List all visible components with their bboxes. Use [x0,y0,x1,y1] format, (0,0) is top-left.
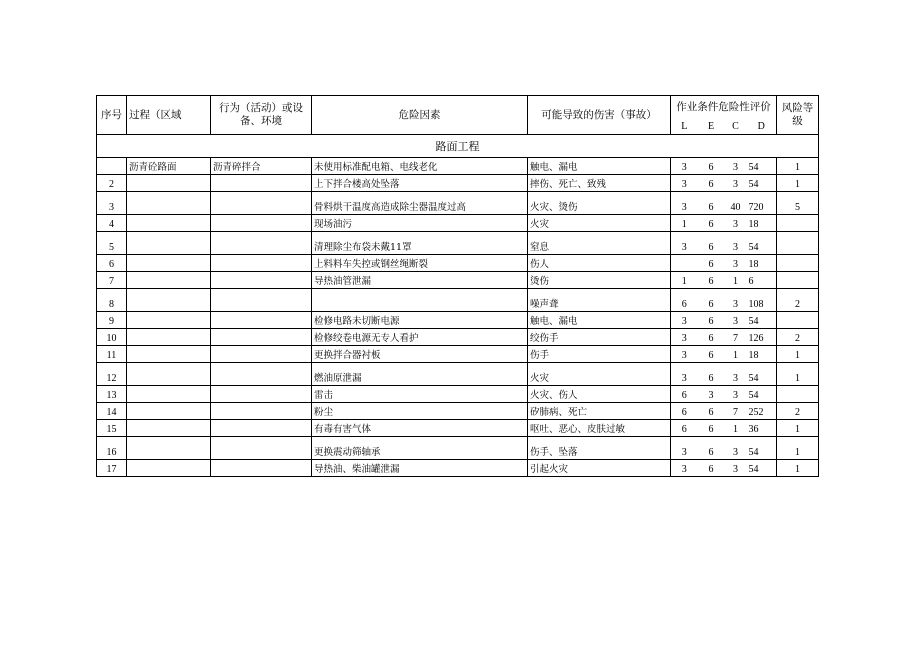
cell-hazard: 有毒有害气体 [312,420,528,437]
header-harm: 可能导致的伤害（事故） [528,96,671,135]
table-row [97,403,819,420]
cell-C: 3 [725,437,747,460]
cell-process [127,437,211,460]
cell-D: 18 [747,255,777,272]
cell-seq: 5 [97,232,127,255]
cell-C: 3 [725,363,747,386]
cell-level: 2 [777,403,819,420]
cell-D: 36 [747,420,777,437]
cell-D: 6 [747,272,777,289]
cell-seq: 12 [97,363,127,386]
cell-D: 108 [747,289,777,312]
cell-activity: 沥青碎拌合 [211,158,312,175]
cell-E: 6 [698,460,725,477]
header-D: D [747,119,777,135]
cell-harm: 火灾 [528,215,671,232]
cell-harm: 矽肺病、死亡 [528,403,671,420]
cell-activity [211,329,312,346]
cell-hazard: 上下拌合楼高处坠落 [312,175,528,192]
cell-level: 1 [777,363,819,386]
cell-process [127,192,211,215]
cell-L: 3 [671,312,698,329]
table-row [97,158,819,175]
cell-E: 6 [698,192,725,215]
cell-level [777,272,819,289]
cell-L: 1 [671,272,698,289]
cell-level: 1 [777,437,819,460]
cell-level [777,255,819,272]
cell-L: 3 [671,329,698,346]
cell-L: 6 [671,289,698,312]
cell-seq: 11 [97,346,127,363]
cell-hazard: 导热油、柴油罐泄漏 [312,460,528,477]
cell-L: 3 [671,346,698,363]
cell-hazard: 上料料车失控或钢丝绳断裂 [312,255,528,272]
cell-activity [211,232,312,255]
cell-L [671,255,698,272]
cell-seq: 2 [97,175,127,192]
cell-hazard: 未使用标准配电箱、电线老化 [312,158,528,175]
cell-hazard: 更换拌合器衬板 [312,346,528,363]
cell-C: 3 [725,215,747,232]
cell-D: 54 [747,437,777,460]
cell-D: 54 [747,158,777,175]
cell-process [127,420,211,437]
cell-process [127,386,211,403]
cell-C: 3 [725,255,747,272]
cell-hazard [312,289,528,312]
cell-L: 3 [671,158,698,175]
table-row [97,312,819,329]
cell-seq: 17 [97,460,127,477]
header-seq: 序号 [97,96,127,135]
cell-activity [211,363,312,386]
table-row [97,329,819,346]
cell-process [127,346,211,363]
cell-process [127,289,211,312]
cell-E: 6 [698,158,725,175]
cell-activity [211,403,312,420]
header-eval: 作业条件危险性评价 [671,96,777,119]
cell-harm: 烫伤 [528,272,671,289]
cell-activity [211,175,312,192]
cell-C: 3 [725,232,747,255]
cell-activity [211,420,312,437]
cell-D: 54 [747,386,777,403]
cell-level: 2 [777,329,819,346]
cell-hazard: 雷击 [312,386,528,403]
cell-L: 3 [671,363,698,386]
cell-L: 6 [671,403,698,420]
header-L: L [671,119,698,135]
cell-E: 3 [698,386,725,403]
cell-E: 6 [698,289,725,312]
cell-E: 6 [698,437,725,460]
table-row [97,363,819,386]
cell-activity [211,460,312,477]
cell-process [127,215,211,232]
cell-level: 1 [777,175,819,192]
cell-E: 6 [698,420,725,437]
table-row [97,346,819,363]
cell-seq: 9 [97,312,127,329]
table-row [97,289,819,312]
cell-C: 40 [725,192,747,215]
cell-level: 1 [777,158,819,175]
cell-D: 54 [747,232,777,255]
cell-process [127,255,211,272]
cell-hazard: 骨料烘干温度高造成除尘器温度过高 [312,192,528,215]
cell-seq: 8 [97,289,127,312]
table-row [97,386,819,403]
table-row [97,175,819,192]
cell-D: 720 [747,192,777,215]
cell-E: 6 [698,175,725,192]
cell-hazard: 粉尘 [312,403,528,420]
cell-C: 1 [725,420,747,437]
section-title: 路面工程 [97,135,819,158]
cell-process [127,232,211,255]
cell-seq: 15 [97,420,127,437]
cell-C: 3 [725,175,747,192]
cell-L: 1 [671,215,698,232]
cell-harm: 引起火灾 [528,460,671,477]
table-row [97,272,819,289]
header-level: 风险等级 [777,96,819,135]
cell-process [127,329,211,346]
cell-L: 3 [671,232,698,255]
cell-hazard: 现场油污 [312,215,528,232]
cell-E: 6 [698,346,725,363]
cell-seq: 10 [97,329,127,346]
cell-process [127,363,211,386]
cell-D: 18 [747,346,777,363]
cell-seq: 13 [97,386,127,403]
cell-C: 1 [725,346,747,363]
cell-activity [211,215,312,232]
cell-L: 6 [671,386,698,403]
cell-level: 1 [777,460,819,477]
header-process: 过程（区域 [127,96,211,135]
cell-activity [211,386,312,403]
cell-seq: 14 [97,403,127,420]
table-row [97,215,819,232]
cell-harm: 呕吐、恶心、皮肤过敏 [528,420,671,437]
cell-harm: 触电、漏电 [528,158,671,175]
cell-process: 沥青砼路面 [127,158,211,175]
cell-hazard: 检修绞卷电源无专人看护 [312,329,528,346]
cell-harm: 绞伤手 [528,329,671,346]
cell-level [777,312,819,329]
cell-activity [211,192,312,215]
table-row [97,255,819,272]
cell-L: 3 [671,460,698,477]
cell-seq [97,158,127,175]
table-row [97,437,819,460]
cell-D: 126 [747,329,777,346]
table-row [97,420,819,437]
cell-activity [211,289,312,312]
cell-D: 18 [747,215,777,232]
cell-process [127,272,211,289]
cell-C: 3 [725,312,747,329]
cell-process [127,403,211,420]
cell-C: 3 [725,289,747,312]
cell-L: 3 [671,437,698,460]
cell-harm: 伤手、坠落 [528,437,671,460]
header-C: C [725,119,747,135]
cell-seq: 4 [97,215,127,232]
cell-seq: 7 [97,272,127,289]
cell-C: 3 [725,158,747,175]
cell-level [777,386,819,403]
cell-level: 5 [777,192,819,215]
table-row [97,192,819,215]
cell-E: 6 [698,329,725,346]
cell-D: 54 [747,175,777,192]
risk-assessment-table [96,95,819,477]
cell-harm: 火灾 [528,363,671,386]
cell-level [777,215,819,232]
cell-activity [211,272,312,289]
header-activity: 行为（活动）或设备、环境 [211,96,312,135]
cell-E: 6 [698,232,725,255]
cell-E: 6 [698,363,725,386]
cell-E: 6 [698,215,725,232]
cell-activity [211,255,312,272]
cell-E: 6 [698,403,725,420]
cell-C: 1 [725,272,747,289]
header-hazard: 危险因素 [312,96,528,135]
cell-L: 3 [671,175,698,192]
cell-activity [211,312,312,329]
cell-hazard: 检修电路未切断电源 [312,312,528,329]
cell-level: 1 [777,346,819,363]
cell-seq: 6 [97,255,127,272]
cell-L: 6 [671,420,698,437]
cell-C: 3 [725,460,747,477]
cell-harm: 触电、漏电 [528,312,671,329]
cell-level: 2 [777,289,819,312]
cell-harm: 伤手 [528,346,671,363]
cell-seq: 3 [97,192,127,215]
cell-E: 6 [698,255,725,272]
cell-hazard: 燃油原泄漏 [312,363,528,386]
cell-seq: 16 [97,437,127,460]
cell-D: 54 [747,363,777,386]
cell-C: 7 [725,403,747,420]
cell-D: 54 [747,312,777,329]
cell-harm: 摔伤、死亡、致残 [528,175,671,192]
cell-level [777,232,819,255]
cell-harm: 伤人 [528,255,671,272]
cell-activity [211,346,312,363]
header-E: E [698,119,725,135]
cell-process [127,175,211,192]
cell-C: 7 [725,329,747,346]
cell-hazard: 更换震动筛轴承 [312,437,528,460]
cell-E: 6 [698,312,725,329]
cell-harm: 噪声聋 [528,289,671,312]
cell-harm: 窒息 [528,232,671,255]
cell-D: 252 [747,403,777,420]
cell-hazard: 导热油管泄漏 [312,272,528,289]
table-row [97,232,819,255]
cell-D: 54 [747,460,777,477]
cell-activity [211,437,312,460]
cell-harm: 火灾、伤人 [528,386,671,403]
cell-E: 6 [698,272,725,289]
cell-L: 3 [671,192,698,215]
cell-process [127,460,211,477]
cell-harm: 火灾、烫伤 [528,192,671,215]
cell-hazard: 清理除尘布袋未戴11罩 [312,232,528,255]
cell-C: 3 [725,386,747,403]
table-row [97,460,819,477]
cell-process [127,312,211,329]
cell-level: 1 [777,420,819,437]
